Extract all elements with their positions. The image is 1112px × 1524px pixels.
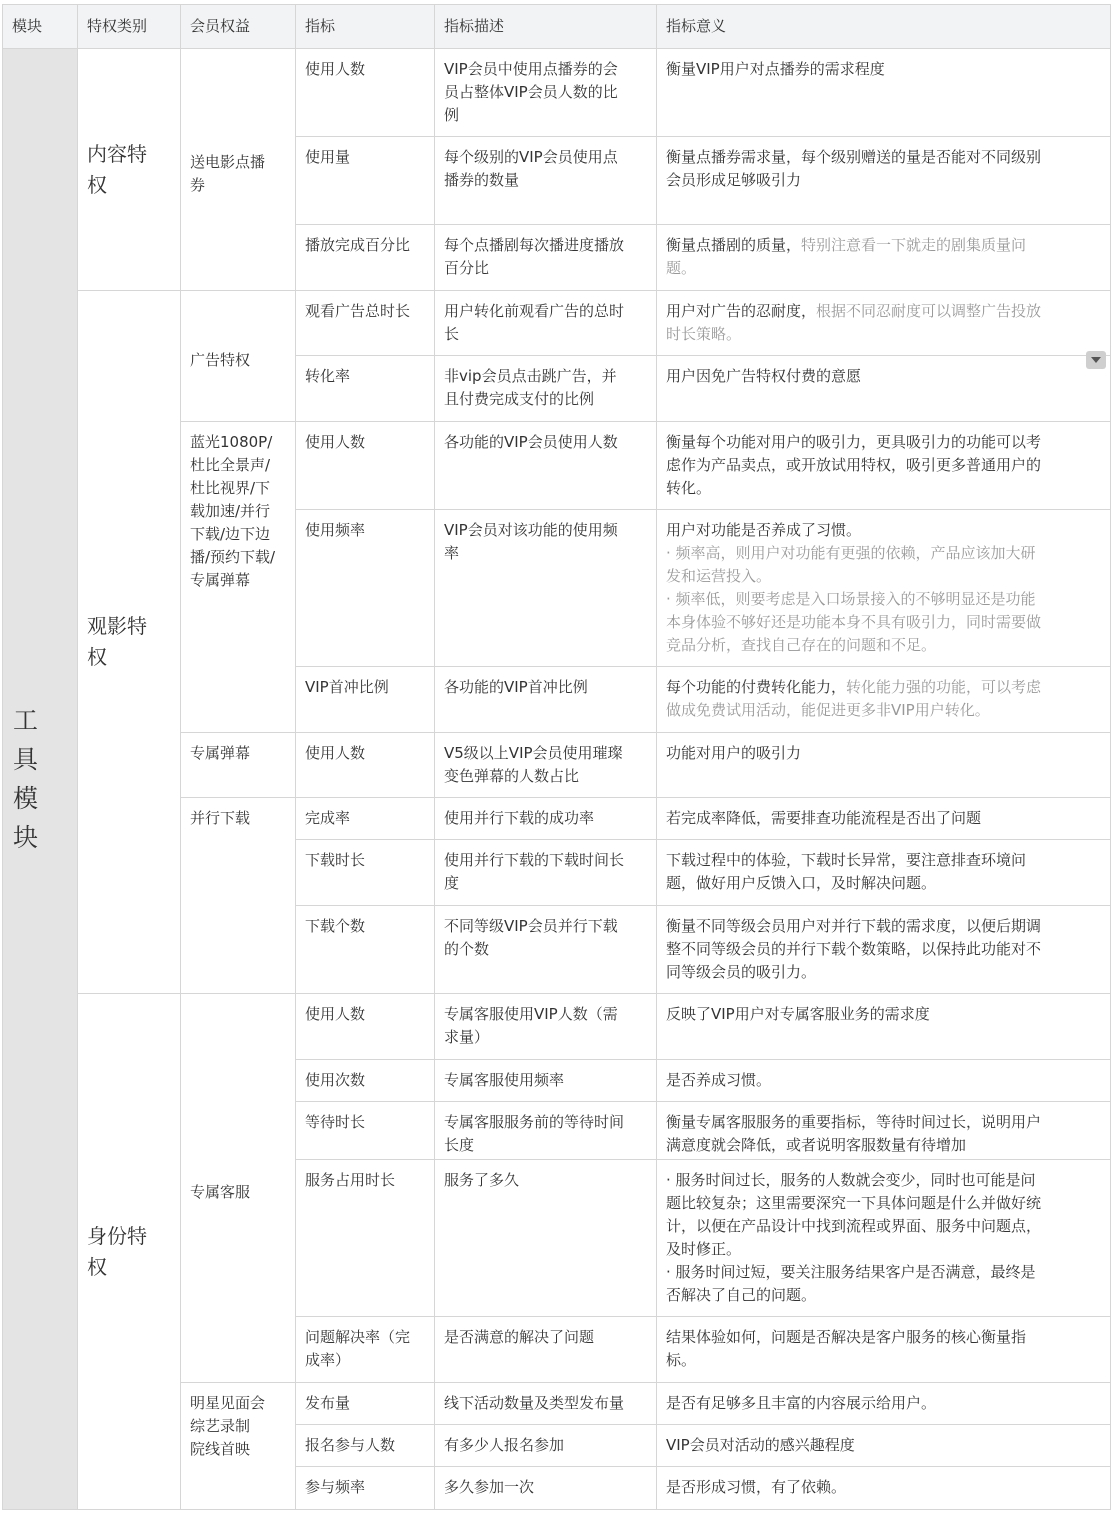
meaning-text: 衡量VIP用户对点播券的需求程度	[666, 60, 885, 78]
meaning-cell[interactable]	[657, 1102, 1111, 1160]
meaning-text: VIP会员对活动的感兴趣程度	[666, 1436, 855, 1454]
metric-cell[interactable]: 服务占用时长	[296, 1160, 435, 1317]
meaning-cell[interactable]	[657, 906, 1111, 994]
header-benefit[interactable]: 会员权益	[181, 5, 296, 49]
header-category[interactable]: 特权类别	[78, 5, 181, 49]
benefit-exclusive-danmaku[interactable]: 专属弹幕	[181, 733, 296, 798]
metric-cell[interactable]: 报名参与人数	[296, 1425, 435, 1467]
benefit-exclusive-service[interactable]: 专属客服	[181, 994, 296, 1383]
meaning-cell[interactable]	[657, 667, 1111, 733]
meaning-cell[interactable]	[657, 1383, 1111, 1425]
meaning-cell[interactable]	[657, 840, 1111, 906]
description-cell[interactable]: 使用并行下载的下载时间长 度	[435, 840, 657, 906]
meaning-note-text: 根据不同忍耐度可以调整广告投放 时长策略。	[666, 302, 1042, 343]
meaning-text: 衡量专属客服服务的重要指标，等待时间过长，说明用户 满意度就会降低，或者说明客服数量有待增加	[666, 1113, 1042, 1154]
metric-cell[interactable]: 使用量	[296, 137, 435, 225]
benefit-movie-coupon[interactable]: 送电影点播 券	[181, 49, 296, 291]
meaning-cell[interactable]	[657, 291, 1111, 356]
meaning-text: 用户对广告的忍耐度，	[666, 302, 817, 320]
meaning-cell[interactable]	[657, 1467, 1111, 1510]
description-cell[interactable]: V5级以上VIP会员使用璀璨 变色弹幕的人数占比	[435, 733, 657, 798]
metric-cell[interactable]: 播放完成百分比	[296, 225, 435, 291]
description-cell[interactable]: 有多少人报名参加	[435, 1425, 657, 1467]
meaning-text: 衡量点播券需求量，每个级别赠送的量是否能对不同级别 会员形成足够吸引力	[666, 148, 1042, 189]
meaning-text: 反映了VIP用户对专属客服业务的需求度	[666, 1005, 930, 1023]
metric-cell[interactable]: 下载个数	[296, 906, 435, 994]
metric-cell[interactable]: 下载时长	[296, 840, 435, 906]
module-cell[interactable]: 工 具 模 块	[3, 49, 78, 1510]
benefit-bluray-features[interactable]: 蓝光1080P/ 杜比全景声/ 杜比视界/下 载加速/并行 下载/边下边 播/预约下载/ 专属弹幕	[181, 422, 296, 733]
meaning-text: 每个功能的付费转化能力，	[666, 678, 847, 696]
description-cell[interactable]: 服务了多久	[435, 1160, 657, 1317]
description-cell[interactable]: 不同等级VIP会员并行下载 的个数	[435, 906, 657, 994]
metric-cell[interactable]: 使用人数	[296, 994, 435, 1060]
meaning-cell[interactable]	[657, 225, 1111, 291]
meaning-cell[interactable]	[657, 1160, 1111, 1317]
meaning-cell[interactable]	[657, 356, 1111, 422]
meaning-note-text: 特别注意看一下就走的剧集质量问 题。	[666, 236, 1027, 277]
meaning-cell[interactable]	[657, 1317, 1111, 1383]
description-cell[interactable]: 非vip会员点击跳广告，并 且付费完成支付的比例	[435, 356, 657, 422]
meaning-text: 用户因免广告特权付费的意愿	[666, 367, 862, 385]
metric-cell[interactable]: 等待时长	[296, 1102, 435, 1160]
header-metric[interactable]: 指标	[296, 5, 435, 49]
header-description[interactable]: 指标描述	[435, 5, 657, 49]
description-cell[interactable]: 是否满意的解决了问题	[435, 1317, 657, 1383]
category-viewing-privilege[interactable]: 观影特 权	[78, 291, 181, 994]
dropdown-toggle-icon[interactable]	[1086, 351, 1106, 369]
meaning-cell[interactable]	[657, 422, 1111, 510]
header-module[interactable]: 模块	[3, 5, 78, 49]
meaning-text: 下载过程中的体验，下载时长异常，要注意排查环境问 题，做好用户反馈入口，及时解决问题。	[666, 851, 1027, 892]
meaning-text: 衡量点播剧的质量，	[666, 236, 802, 254]
description-cell[interactable]: 专属客服使用VIP人数（需 求量）	[435, 994, 657, 1060]
description-cell[interactable]: 各功能的VIP会员使用人数	[435, 422, 657, 510]
benefit-parallel-download[interactable]: 并行下载	[181, 798, 296, 994]
table-row	[3, 291, 1111, 356]
meaning-text: 是否形成习惯，有了依赖。	[666, 1478, 847, 1496]
description-cell[interactable]: 每个级别的VIP会员使用点 播券的数量	[435, 137, 657, 225]
metric-cell[interactable]: 使用频率	[296, 510, 435, 667]
description-cell[interactable]: 专属客服服务前的等待时间 长度	[435, 1102, 657, 1160]
metric-cell[interactable]: 使用人数	[296, 422, 435, 510]
meaning-cell[interactable]	[657, 137, 1111, 225]
metric-cell[interactable]: 转化率	[296, 356, 435, 422]
meaning-cell[interactable]	[657, 798, 1111, 840]
meaning-text: · 服务时间过长，服务的人数就会变少，同时也可能是问 题比较复杂；这里需要深究一下具体问题是什么并做好统 计，以便在产品设计中找到流程或界面、服务中问题点， 及时修正。 · 服务时间过短，要关注服务结果客户是否满意，最终是 否解决了自己的问题。	[666, 1171, 1042, 1304]
metric-cell[interactable]: 使用人数	[296, 49, 435, 137]
header-row	[3, 5, 1111, 49]
description-cell[interactable]: 各功能的VIP首冲比例	[435, 667, 657, 733]
metric-cell[interactable]: 问题解决率（完 成率）	[296, 1317, 435, 1383]
meaning-text: 用户对功能是否养成了习惯。	[666, 521, 862, 539]
description-cell[interactable]: VIP会员对该功能的使用频 率	[435, 510, 657, 667]
description-cell[interactable]: 使用并行下载的成功率	[435, 798, 657, 840]
meaning-text: 若完成率降低，需要排查功能流程是否出了问题	[666, 809, 982, 827]
metric-cell[interactable]: 参与频率	[296, 1467, 435, 1510]
benefit-star-events[interactable]: 明星见面会 综艺录制 院线首映	[181, 1383, 296, 1510]
meaning-text: 结果体验如何，问题是否解决是客户服务的核心衡量指 标。	[666, 1328, 1027, 1369]
meaning-cell[interactable]	[657, 1060, 1111, 1102]
metric-cell[interactable]: VIP首冲比例	[296, 667, 435, 733]
description-cell[interactable]: 专属客服使用频率	[435, 1060, 657, 1102]
category-identity-privilege[interactable]: 身份特 权	[78, 994, 181, 1510]
meaning-text: 衡量每个功能对用户的吸引力，更具吸引力的功能可以考 虑作为产品卖点，或开放试用特权，吸引更多普通用户的 转化。	[666, 433, 1042, 497]
description-cell[interactable]: 每个点播剧每次播进度播放 百分比	[435, 225, 657, 291]
meaning-note-text: 转化能力强的功能，可以考虑 做成免费试用活动，能促进更多非VIP用户转化。	[666, 678, 1042, 719]
description-cell[interactable]: 线下活动数量及类型发布量	[435, 1383, 657, 1425]
metric-cell[interactable]: 观看广告总时长	[296, 291, 435, 356]
benefit-ad-privilege[interactable]: 广告特权	[181, 291, 296, 422]
category-content-privilege[interactable]: 内容特 权	[78, 49, 181, 291]
description-cell[interactable]: 多久参加一次	[435, 1467, 657, 1510]
meaning-note-text: · 频率高，则用户对功能有更强的依赖，产品应该加大研 发和运营投入。 · 频率低，则要考虑是入口场景接入的不够明显还是功能 本身体验不够好还是功能本身不具有吸引力，同时需要做 竞品分析，查找自己存在的问题和不足。	[666, 544, 1042, 654]
metric-cell[interactable]: 使用次数	[296, 1060, 435, 1102]
description-cell[interactable]: VIP会员中使用点播券的会 员占整体VIP会员人数的比 例	[435, 49, 657, 137]
header-meaning[interactable]: 指标意义	[657, 5, 1111, 49]
meaning-cell[interactable]	[657, 510, 1111, 667]
description-cell[interactable]: 用户转化前观看广告的总时 长	[435, 291, 657, 356]
meaning-text: 功能对用户的吸引力	[666, 744, 802, 762]
meaning-text: 是否有足够多且丰富的内容展示给用户。	[666, 1394, 937, 1412]
meaning-text: 衡量不同等级会员用户对并行下载的需求度，以便后期调 整不同等级会员的并行下载个数策略，以保持此功能对不 同等级会员的吸引力。	[666, 917, 1042, 981]
meaning-cell[interactable]	[657, 1425, 1111, 1467]
meaning-text: 是否养成习惯。	[666, 1071, 772, 1089]
meaning-cell[interactable]	[657, 733, 1111, 798]
metric-cell[interactable]: 完成率	[296, 798, 435, 840]
table-row	[3, 49, 1111, 137]
metric-cell[interactable]: 发布量	[296, 1383, 435, 1425]
meaning-cell[interactable]	[657, 994, 1111, 1060]
meaning-cell[interactable]	[657, 49, 1111, 137]
metrics-table	[2, 4, 1111, 1510]
table-row	[3, 994, 1111, 1060]
metric-cell[interactable]: 使用人数	[296, 733, 435, 798]
